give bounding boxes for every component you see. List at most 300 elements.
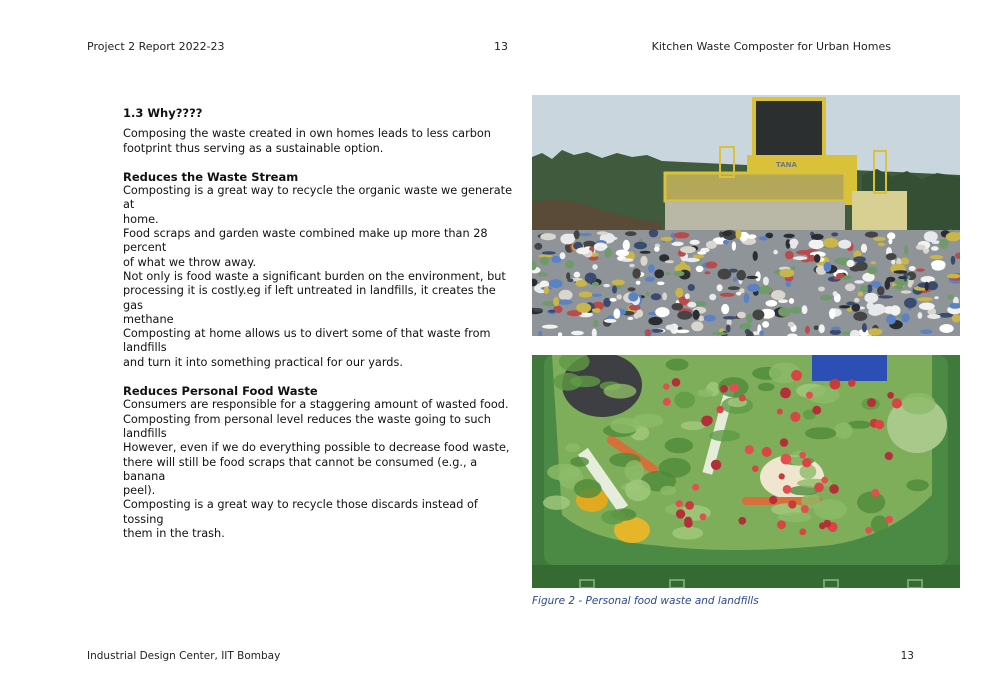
- bulldozer-brand-text: TANA: [776, 161, 797, 169]
- text-line: However, even if we do everything possible to decrease food waste,: [123, 441, 510, 455]
- trash-piece: [687, 302, 696, 308]
- trash-piece: [898, 315, 903, 318]
- leaf: [610, 418, 639, 434]
- trash-piece: [785, 251, 794, 259]
- trash-piece: [931, 246, 939, 251]
- subsection-personal-food-waste: [123, 384, 518, 541]
- trash-piece: [593, 320, 598, 328]
- trash-piece: [549, 279, 563, 288]
- trash-piece: [542, 325, 558, 329]
- radish: [791, 370, 802, 381]
- leaf: [906, 479, 928, 491]
- trash-piece: [865, 232, 878, 238]
- trash-piece: [612, 280, 625, 286]
- trash-piece: [773, 250, 778, 255]
- trash-piece: [939, 324, 953, 333]
- radish: [777, 520, 786, 529]
- trash-piece: [927, 314, 940, 319]
- text-line: there will still be food scraps that cannot be consumed (e.g., a banana: [123, 455, 478, 483]
- trash-piece: [736, 292, 741, 296]
- trash-piece: [669, 324, 675, 331]
- radish: [752, 465, 759, 472]
- trash-piece: [831, 232, 838, 236]
- trash-piece: [778, 307, 790, 317]
- intro-block: [123, 106, 518, 156]
- trash-piece: [823, 238, 839, 248]
- trash-piece: [811, 234, 824, 240]
- footer-institution: Industrial Design Center, IIT Bombay: [87, 650, 281, 662]
- blue-crate: [812, 355, 887, 381]
- trash-piece: [924, 231, 938, 242]
- trash-piece: [838, 240, 851, 249]
- trash-piece: [814, 325, 819, 330]
- leaf: [758, 383, 775, 391]
- trash-piece: [861, 244, 867, 253]
- trash-piece: [788, 322, 795, 328]
- trash-piece: [853, 256, 866, 262]
- trash-piece: [836, 273, 845, 278]
- radish: [692, 484, 699, 491]
- trash-piece: [579, 291, 593, 297]
- leaf: [871, 515, 888, 534]
- radish: [779, 473, 785, 479]
- radish: [769, 496, 777, 504]
- text-line: Composting from personal level reduces the waste going to such landfills: [123, 412, 491, 440]
- trash-piece: [625, 231, 637, 236]
- leaf: [601, 510, 625, 524]
- trash-piece: [596, 246, 604, 251]
- figure-caption: Figure 2 - Personal food waste and landfills: [532, 595, 759, 607]
- subsection-paragraph: [123, 184, 518, 370]
- trash-piece: [728, 286, 740, 290]
- radish: [783, 485, 792, 494]
- radish: [672, 378, 681, 387]
- trash-piece: [736, 270, 746, 281]
- leaf: [554, 373, 582, 391]
- trash-piece: [649, 229, 658, 238]
- leaf: [666, 359, 689, 371]
- trash-piece: [657, 282, 665, 286]
- trash-piece: [629, 264, 635, 267]
- trash-piece: [854, 280, 864, 284]
- trash-piece: [591, 294, 602, 297]
- trash-piece: [614, 309, 621, 319]
- trash-piece: [592, 264, 597, 270]
- trash-piece: [793, 256, 807, 260]
- trash-piece: [791, 266, 796, 270]
- trash-piece: [829, 308, 835, 319]
- radish: [739, 395, 746, 402]
- trash-piece: [688, 284, 695, 291]
- trash-piece: [864, 293, 878, 303]
- trash-piece: [722, 231, 732, 236]
- trash-piece: [592, 309, 598, 313]
- subsection-paragraph: [123, 398, 518, 541]
- trash-piece: [665, 260, 674, 263]
- trash-piece: [886, 315, 896, 325]
- trash-piece: [744, 293, 750, 303]
- trash-piece: [574, 272, 581, 278]
- trash-piece: [565, 260, 574, 268]
- trash-piece: [632, 268, 640, 279]
- trash-piece: [693, 310, 700, 320]
- trash-piece: [603, 284, 610, 287]
- trash-piece: [737, 312, 746, 319]
- trash-piece: [887, 232, 895, 239]
- trash-piece: [654, 246, 660, 251]
- trash-piece: [540, 233, 556, 240]
- trash-piece: [789, 298, 794, 304]
- leaf: [665, 438, 694, 453]
- trash-piece: [752, 310, 764, 321]
- trash-piece: [544, 286, 549, 294]
- trash-piece: [709, 294, 716, 301]
- trash-piece: [789, 239, 798, 247]
- radish: [663, 398, 671, 406]
- radish: [711, 460, 721, 470]
- trash-piece: [917, 297, 933, 301]
- trash-piece: [947, 274, 960, 279]
- trash-piece: [661, 237, 673, 242]
- trash-piece: [648, 317, 662, 326]
- trash-piece: [893, 285, 903, 290]
- trash-piece: [705, 271, 711, 274]
- trash-piece: [675, 288, 683, 298]
- subsection-heading: Reduces the Waste Stream: [123, 169, 299, 184]
- text-line: Consumers are responsible for a staggering amount of wasted food.: [123, 398, 509, 412]
- footer-page-number: 13: [900, 650, 914, 662]
- trash-piece: [762, 321, 769, 328]
- radish: [676, 500, 683, 507]
- trash-piece: [674, 271, 685, 277]
- trash-piece: [939, 239, 949, 249]
- radish: [892, 398, 902, 408]
- trash-piece: [919, 303, 935, 310]
- leaf: [834, 422, 852, 439]
- trash-piece: [706, 241, 717, 249]
- radish: [830, 379, 841, 390]
- trash-piece: [634, 242, 647, 249]
- bulldozer-grill: [665, 173, 845, 201]
- trash-piece: [802, 305, 808, 314]
- radish: [814, 483, 824, 493]
- trash-piece: [783, 234, 794, 238]
- trash-piece: [604, 319, 616, 323]
- text-line: Not only is food waste a significant burden on the environment, but: [123, 269, 506, 283]
- trash-piece: [634, 313, 640, 319]
- trash-piece: [579, 233, 592, 236]
- radish: [780, 388, 791, 399]
- trash-piece: [819, 324, 825, 333]
- trash-piece: [847, 260, 855, 267]
- leaf: [901, 393, 935, 415]
- header-report-title: Project 2 Report 2022-23: [87, 40, 225, 53]
- trash-piece: [818, 287, 825, 292]
- text-line: of what we throw away.: [123, 255, 257, 269]
- trash-piece: [763, 277, 769, 286]
- trash-piece: [651, 293, 662, 300]
- text-line: methane: [123, 312, 174, 326]
- trash-piece: [726, 325, 731, 333]
- trash-piece: [771, 290, 785, 300]
- trash-piece: [916, 245, 926, 250]
- bulldozer-cab: [754, 99, 824, 159]
- radish: [788, 500, 796, 508]
- trash-piece: [662, 292, 667, 300]
- radish: [716, 406, 723, 413]
- radish: [700, 513, 707, 520]
- landfill-photo: [532, 95, 960, 336]
- radish: [790, 412, 800, 422]
- trash-piece: [824, 262, 832, 272]
- trash-piece: [603, 236, 618, 240]
- trash-piece: [696, 266, 704, 272]
- trash-piece: [597, 231, 608, 235]
- trash-piece: [786, 281, 791, 288]
- text-line: home.: [123, 212, 159, 226]
- trash-piece: [885, 280, 891, 290]
- bulldozer-side: [852, 191, 907, 235]
- trash-piece: [909, 266, 916, 271]
- trash-piece: [904, 245, 908, 255]
- trash-piece: [706, 262, 718, 269]
- radish: [799, 528, 806, 535]
- text-line: them in the trash.: [123, 527, 225, 541]
- trash-piece: [575, 280, 587, 287]
- intro-paragraph: [123, 127, 518, 156]
- text-line: Composting at home allows us to divert some of that waste from landfills: [123, 327, 491, 355]
- radish: [871, 489, 879, 497]
- radish: [865, 527, 872, 534]
- trash-piece: [873, 237, 886, 241]
- radish: [777, 409, 783, 415]
- trash-piece: [559, 290, 573, 301]
- trash-piece: [640, 251, 651, 254]
- trash-piece: [855, 261, 867, 271]
- trash-piece: [839, 305, 850, 308]
- trash-piece: [729, 269, 738, 273]
- trash-piece: [553, 297, 559, 307]
- leaf: [674, 392, 695, 409]
- text-line: processing it is costly.eg if left untreated in landfills, it creates the gas: [123, 284, 496, 312]
- trash-piece: [858, 292, 864, 297]
- radish: [885, 516, 893, 524]
- text-line: footprint thus serving as a sustainable option.: [123, 141, 384, 155]
- subsection-waste-stream: [123, 170, 518, 370]
- trash-piece: [560, 252, 566, 259]
- text-line: and turn it into something practical for our yards.: [123, 355, 403, 369]
- trash-piece: [739, 323, 751, 330]
- trash-piece: [723, 240, 729, 245]
- trash-piece: [934, 296, 939, 299]
- radish: [780, 438, 788, 446]
- trash-piece: [878, 295, 893, 298]
- leaf: [805, 427, 836, 439]
- trash-piece: [901, 313, 910, 322]
- trash-piece: [759, 330, 764, 336]
- trash-piece: [779, 269, 794, 278]
- trash-piece: [533, 308, 543, 312]
- trash-piece: [720, 293, 735, 297]
- trash-piece: [814, 254, 820, 263]
- trash-piece: [534, 243, 542, 250]
- trash-piece: [676, 330, 690, 334]
- radish: [730, 383, 739, 392]
- leaf: [625, 480, 651, 502]
- body-text: [123, 106, 518, 555]
- trash-piece: [888, 239, 892, 245]
- section-heading: 1.3 Why????: [123, 106, 203, 120]
- trash-piece: [831, 327, 841, 331]
- trash-piece: [691, 321, 703, 331]
- trash-piece: [677, 311, 692, 320]
- trash-piece: [796, 250, 812, 255]
- food-waste-bin-photo: [532, 355, 960, 588]
- radish: [829, 484, 839, 494]
- trash-piece: [628, 287, 636, 291]
- trash-piece: [947, 295, 954, 300]
- trash-piece: [700, 248, 709, 253]
- trash-piece: [920, 329, 932, 334]
- trash-piece: [854, 298, 860, 303]
- trash-piece: [690, 240, 700, 245]
- trash-piece: [723, 316, 736, 319]
- trash-piece: [704, 315, 716, 322]
- trash-piece: [746, 276, 758, 279]
- trash-piece: [617, 294, 622, 299]
- trash-piece: [654, 269, 664, 278]
- trash-piece: [916, 268, 925, 271]
- radish: [821, 477, 828, 484]
- trash-piece: [576, 247, 590, 254]
- radish: [738, 517, 746, 525]
- text-line: Composting is a great way to recycle the organic waste we generate at: [123, 184, 513, 212]
- trash-piece: [571, 331, 584, 336]
- trash-piece: [623, 240, 630, 251]
- trash-piece: [870, 305, 874, 313]
- trash-piece: [746, 313, 752, 323]
- radish: [812, 406, 821, 415]
- leaf: [857, 492, 885, 514]
- text-line: Food scraps and garden waste combined make up more than 28 percent: [123, 227, 488, 255]
- trash-piece: [790, 306, 802, 314]
- leaf: [814, 499, 847, 520]
- trash-piece: [693, 254, 704, 258]
- trash-piece: [560, 234, 575, 245]
- trash-piece: [898, 276, 907, 279]
- trash-piece: [900, 258, 909, 265]
- header-page-number: 13: [494, 40, 508, 53]
- trash-piece: [753, 251, 758, 261]
- trash-piece: [868, 328, 882, 335]
- trash-piece: [628, 292, 638, 301]
- header-project-title: Kitchen Waste Composter for Urban Homes: [651, 40, 891, 53]
- bin-rim: [532, 565, 960, 588]
- trash-piece: [685, 293, 690, 299]
- radish: [762, 447, 772, 457]
- trash-piece: [648, 264, 655, 273]
- radish: [801, 505, 809, 513]
- trash-piece: [870, 261, 876, 264]
- trash-piece: [951, 256, 956, 265]
- trash-piece: [627, 317, 633, 320]
- trash-piece: [605, 248, 612, 258]
- trash-piece: [871, 281, 882, 288]
- trash-piece: [878, 243, 886, 247]
- trash-piece: [833, 291, 838, 296]
- trash-piece: [766, 300, 778, 307]
- trash-piece: [640, 256, 647, 266]
- leaf: [659, 458, 691, 478]
- radish: [663, 383, 669, 389]
- trash-piece: [646, 292, 650, 297]
- text-line: peel).: [123, 484, 156, 498]
- radish: [799, 452, 806, 459]
- radish: [875, 420, 884, 429]
- trash-piece: [805, 326, 810, 334]
- leaf: [698, 389, 714, 397]
- trash-piece: [820, 295, 832, 301]
- radish: [867, 398, 876, 407]
- radish: [885, 452, 893, 460]
- trash-piece: [748, 234, 757, 238]
- radish: [823, 520, 831, 528]
- leaf: [672, 527, 703, 540]
- trash-piece: [925, 282, 929, 291]
- leaf: [543, 496, 570, 510]
- trash-piece: [860, 285, 868, 292]
- radish: [781, 454, 792, 465]
- trash-piece: [576, 303, 591, 313]
- trash-piece: [616, 250, 629, 257]
- trash-piece: [645, 277, 655, 282]
- trash-piece: [717, 284, 723, 291]
- leaf: [625, 460, 644, 482]
- trash-piece: [932, 263, 944, 270]
- leaf: [710, 430, 741, 442]
- radish: [806, 392, 813, 399]
- trash-piece: [809, 239, 825, 249]
- trash-piece: [759, 236, 769, 240]
- trash-piece: [612, 285, 617, 293]
- trash-piece: [680, 246, 696, 253]
- trash-piece: [733, 277, 737, 282]
- leaf: [547, 464, 580, 481]
- trash-piece: [930, 255, 944, 259]
- radish: [676, 509, 685, 518]
- radish: [848, 379, 855, 386]
- trash-piece: [548, 310, 555, 313]
- trash-piece: [732, 241, 736, 250]
- trash-piece: [727, 319, 732, 326]
- radish: [887, 392, 894, 399]
- trash-piece: [894, 270, 908, 273]
- trash-piece: [747, 284, 760, 292]
- trash-piece: [908, 281, 913, 288]
- trash-piece: [538, 272, 548, 276]
- leaf: [681, 421, 705, 430]
- trash-piece: [918, 312, 923, 319]
- trash-piece: [540, 257, 549, 265]
- trash-piece: [904, 298, 917, 308]
- trash-piece: [846, 302, 855, 306]
- trash-piece: [655, 307, 669, 317]
- subsection-heading: Reduces Personal Food Waste: [123, 384, 318, 399]
- leaf: [660, 486, 676, 495]
- trash-piece: [672, 303, 684, 310]
- text-line: Composing the waste created in own homes leads to less carbon: [123, 127, 491, 141]
- leaf: [574, 479, 602, 498]
